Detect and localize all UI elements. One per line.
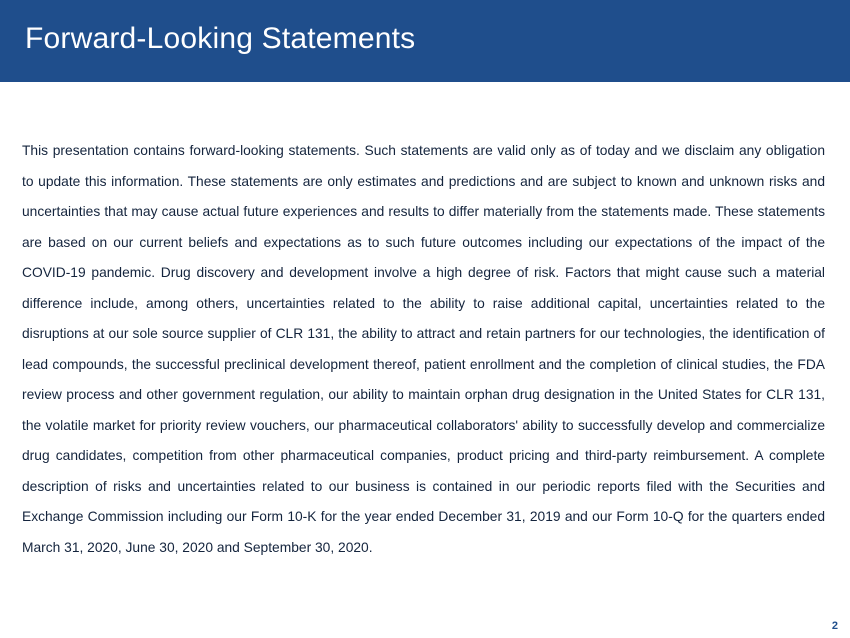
title-banner: [0, 0, 850, 82]
slide-title: Forward-Looking Statements: [25, 22, 416, 55]
page-number: 2: [831, 620, 838, 632]
disclaimer-paragraph: This presentation contains forward-looking statements. Such statements are valid only as of today and we disclaim any obligation to update this information. These statements are only estimates and predictions and are subject to known and unknown risks and uncertainties that may cause actual future experiences and results to differ materially from the statements made. These statements are based on our current beliefs and expectations as to such future outcomes including our expectations of the impact of the COVID-19 pandemic. Drug discovery and development involve a high degree of risk. Factors that might cause such a material difference include, among others, uncertainties related to the ability to raise additional capital, uncertainties related to the disruptions at our sole source supplier of CLR 131, the ability to attract and retain partners for our technologies, the identification of lead compounds, the successful preclinical development thereof, patient enrollment and the completion of clinical studies, the FDA review process and other government regulation, our ability to maintain orphan drug designation in the United States for CLR 131, the volatile market for priority review vouchers, our pharmaceutical collaborators' ability to successfully develop and commercialize drug candidates, competition from other pharmaceutical companies, product pricing and third-party reimbursement. A complete description of risks and uncertainties related to our business is contained in our periodic reports filed with the Securities and Exchange Commission including our Form 10-K for the year ended December 31, 2019 and our Form 10-Q for the quarters ended March 31, 2020, June 30, 2020 and September 30, 2020.: [22, 143, 825, 555]
